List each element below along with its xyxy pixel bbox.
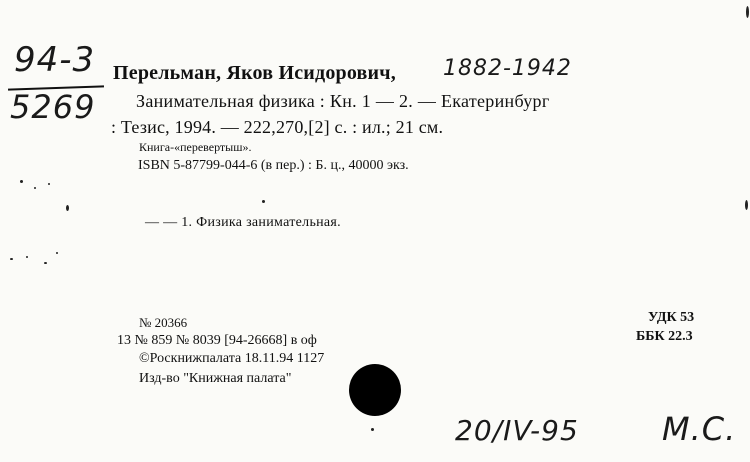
- scan-speck: [10, 258, 13, 260]
- rkp-line: ©Роскнижпалата 18.11.94 1127: [139, 351, 325, 366]
- scan-speck: [745, 200, 748, 210]
- title-line-1: Занимательная физика : Кн. 1 — 2. — Екатеринбург: [136, 91, 550, 111]
- scan-speck: [44, 262, 47, 264]
- author-heading: Перельман, Яков Исидорович,: [113, 62, 396, 84]
- isbn-line: ISBN 5-87799-044-6 (в пер.) : Б. ц., 40000 экз.: [138, 158, 409, 173]
- call-number-top: 94-3: [14, 40, 96, 80]
- handwritten-initials: М.С.: [662, 410, 737, 448]
- order-line: 13 № 859 № 8039 [94-26668] в оф: [117, 333, 317, 348]
- scan-speck: [56, 252, 58, 254]
- title-line-2: : Тезис, 1994. — 222,270,[2] с. : ил.; 21 см.: [111, 117, 444, 137]
- scan-speck: [48, 183, 50, 185]
- publisher-line: Изд-во "Книжная палата": [139, 371, 292, 386]
- handwritten-date: 20/IV-95: [455, 414, 579, 447]
- scan-speck: [371, 428, 374, 431]
- scan-speck: [262, 200, 265, 203]
- author-life-dates: 1882-1942: [443, 56, 572, 81]
- series-note: Книга-«перевертыш».: [139, 140, 252, 154]
- scan-speck: [66, 205, 69, 211]
- scan-speck: [34, 187, 36, 189]
- scan-speck: [20, 180, 23, 183]
- call-number-bottom: 5269: [10, 88, 96, 126]
- subject-heading: — — 1. Физика занимательная.: [145, 215, 341, 230]
- scan-speck: [746, 6, 749, 18]
- udk-code: УДК 53: [648, 310, 695, 325]
- card-number: № 20366: [139, 315, 188, 330]
- scan-speck: [26, 256, 28, 258]
- bbk-code: ББК 22.3: [636, 329, 693, 344]
- ink-stamp-blot: [349, 364, 401, 416]
